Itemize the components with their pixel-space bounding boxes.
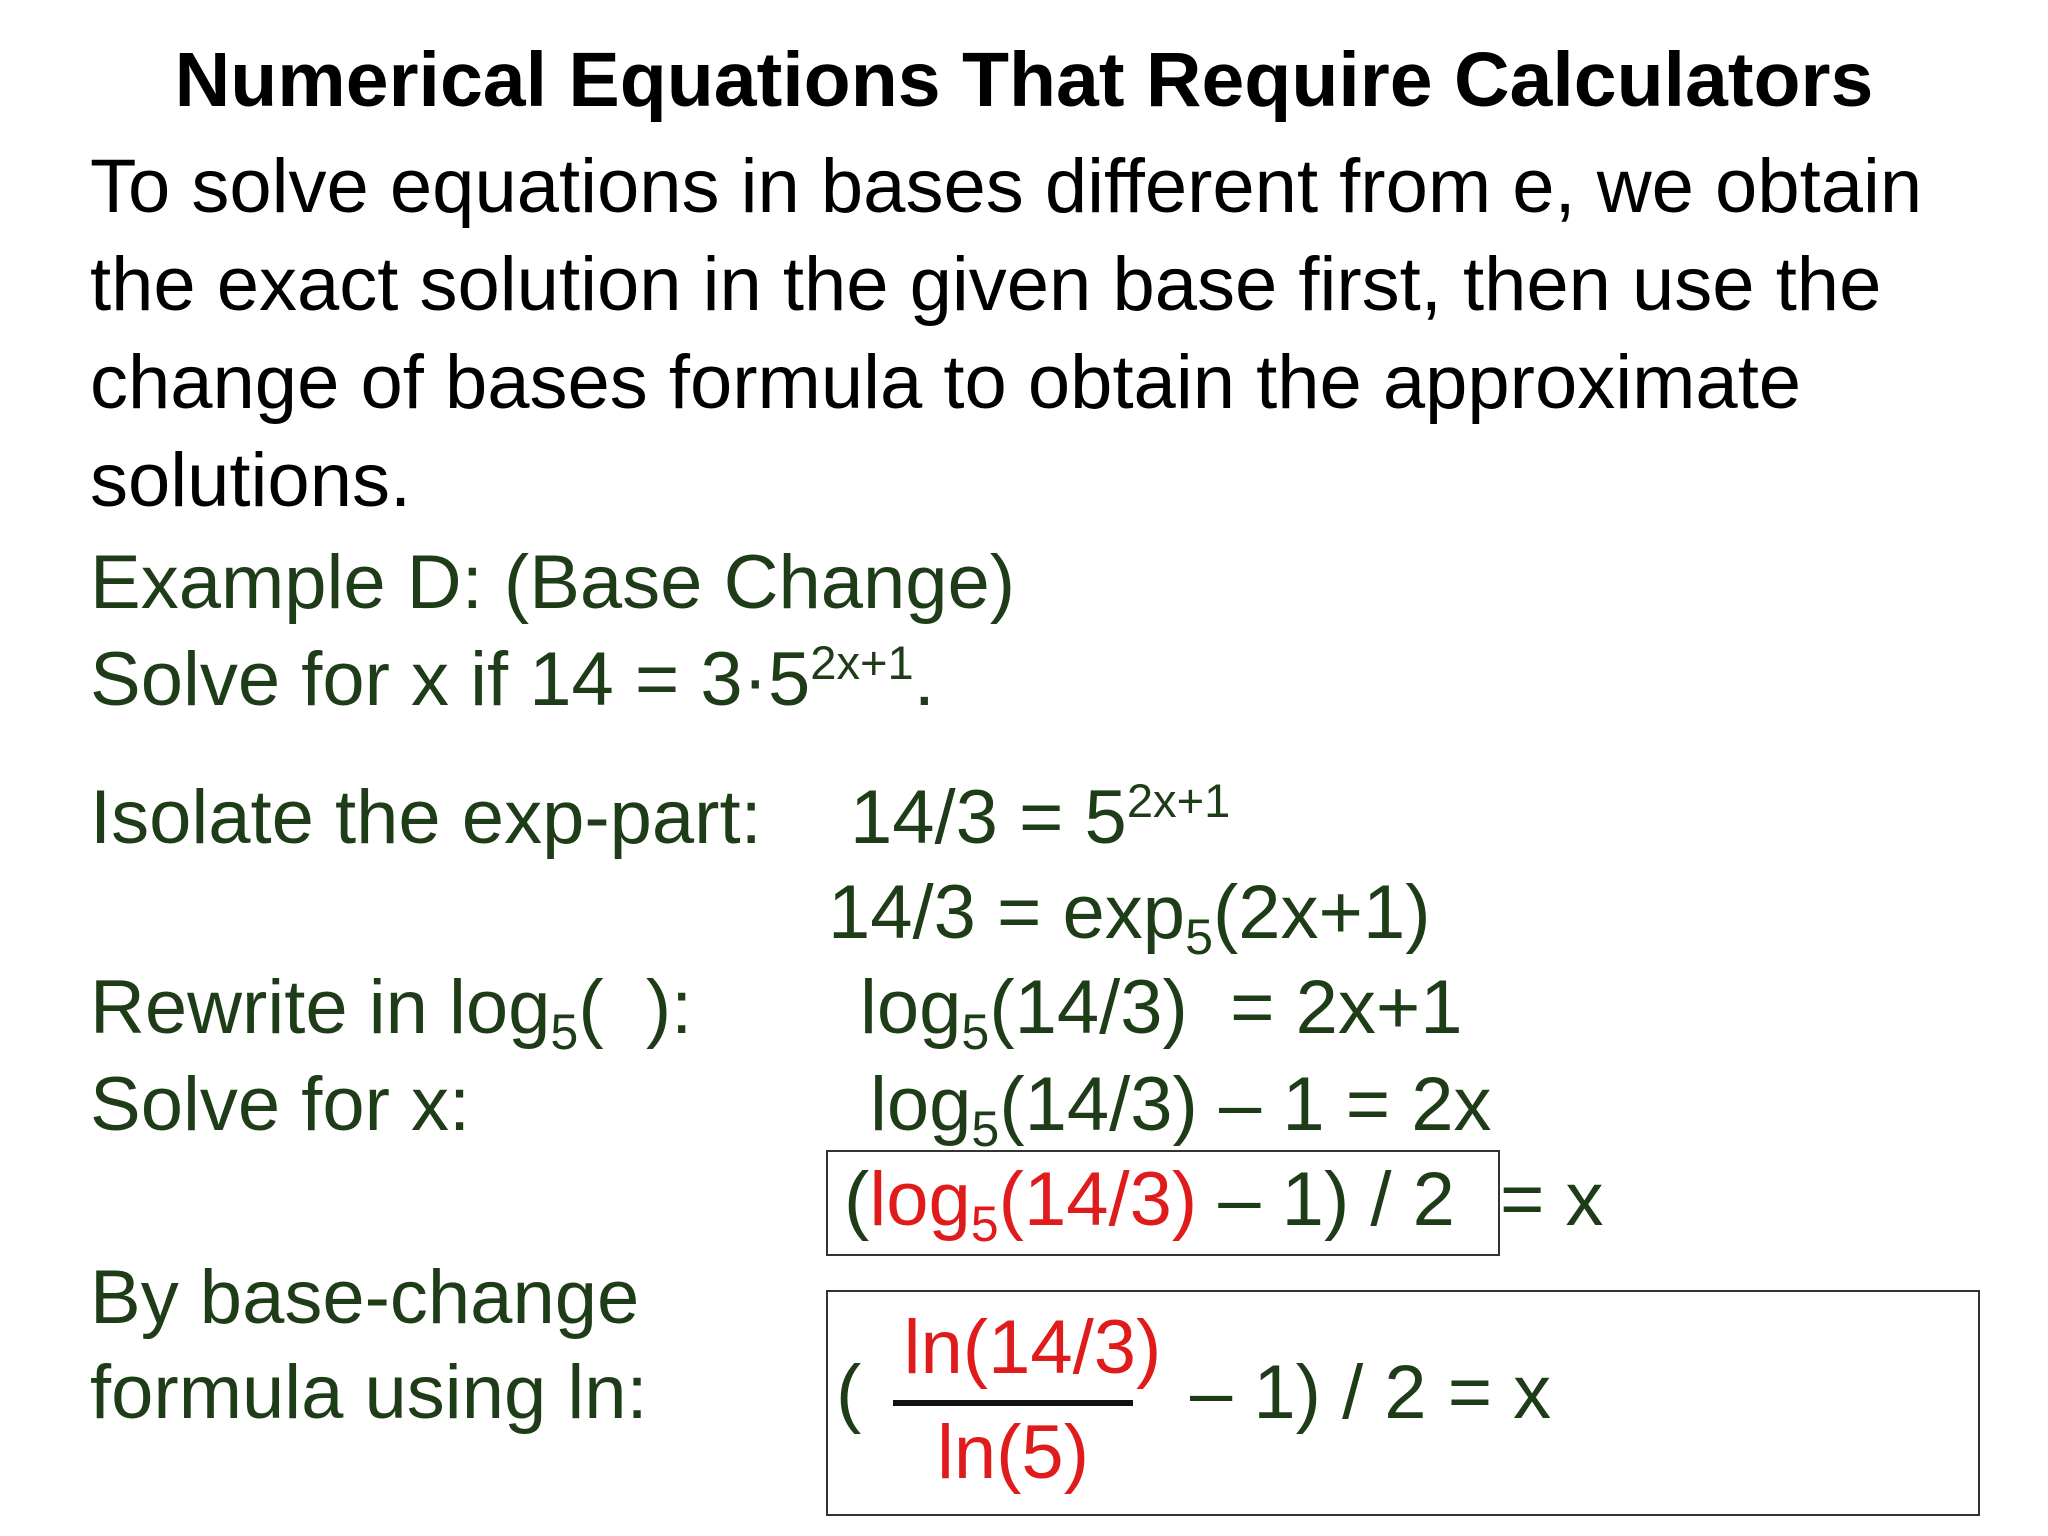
exp-eq-pre: 14/3 = exp [828, 870, 1186, 955]
boxed-log-text: log [869, 1157, 971, 1242]
rewrite-label-pre: Rewrite in log [90, 965, 551, 1050]
problem-text: Solve for x if 14 = 3·5 [90, 637, 811, 722]
boxed-log-sub: 5 [970, 1196, 999, 1253]
isolate-label: Isolate the exp-part: [90, 775, 762, 860]
solve-equation [870, 1057, 1492, 1158]
exp-eq-sub: 5 [1185, 909, 1213, 966]
boxed-open-paren: ( [844, 1157, 870, 1242]
problem-period: . [913, 637, 935, 722]
rewrite-eq-sub: 5 [961, 1004, 990, 1061]
isolate-eq-exponent: 2x+1 [1126, 774, 1231, 828]
solve-eq-pre: log [870, 1062, 972, 1147]
slide-title: Numerical Equations That Require Calculators [174, 37, 1874, 123]
fraction-denominator: ln(5) [936, 1410, 1090, 1495]
fraction-numerator: ln(14/3) [903, 1305, 1162, 1390]
problem-exponent: 2x+1 [810, 636, 914, 690]
rewrite-eq-post: (14/3) = 2x+1 [989, 965, 1463, 1050]
solve-eq-post: (14/3) – 1 = 2x [999, 1062, 1492, 1147]
base-change-label-2: formula using ln: [90, 1350, 648, 1435]
fraction-rest: – 1) / 2 = x [1190, 1350, 1552, 1435]
exp-equation [828, 865, 1431, 966]
boxed-expression [844, 1152, 1455, 1253]
exp-eq-post: (2x+1) [1212, 870, 1431, 955]
intro-paragraph: To solve equations in bases different from e, we obtain the exact solution in the given base first, then use the change of bases formula to obtain the approximate solutions. [90, 144, 1923, 523]
isolate-eq-base: 14/3 = 5 [850, 775, 1127, 860]
rewrite-label-post: ( ): [578, 965, 693, 1050]
rewrite-eq-pre: log [860, 965, 962, 1050]
rewrite-label [90, 960, 693, 1061]
example-heading: Example D: (Base Change) [90, 540, 1016, 625]
rewrite-equation [860, 960, 1463, 1061]
rewrite-label-sub: 5 [550, 1004, 579, 1061]
problem-statement [90, 632, 935, 728]
isolate-equation [850, 770, 1230, 866]
solve-label: Solve for x: [90, 1062, 471, 1147]
fraction-open-paren: ( [836, 1350, 862, 1435]
boxed-rest: – 1) / 2 [1197, 1157, 1455, 1242]
base-change-label-1: By base-change [90, 1255, 640, 1340]
boxed-log-arg: (14/3) [998, 1157, 1198, 1242]
boxed-equals-x: = x [1500, 1157, 1604, 1242]
solve-eq-sub: 5 [971, 1101, 1000, 1158]
